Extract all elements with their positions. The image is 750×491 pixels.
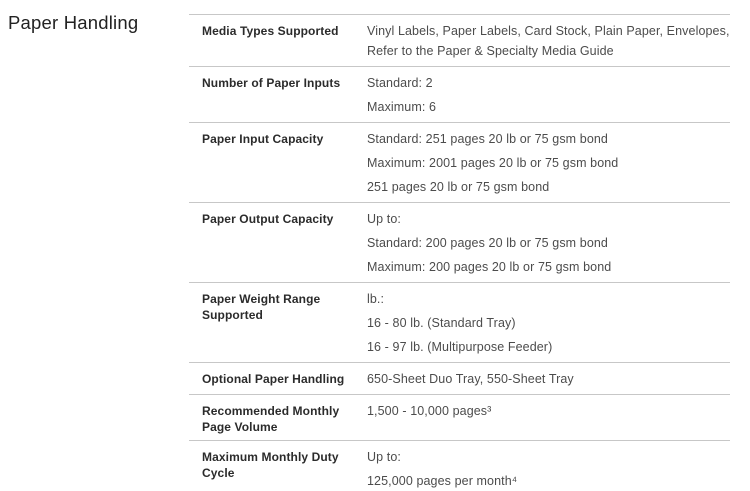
spec-value-line: lb.: <box>367 292 385 306</box>
spec-label: Optional Paper Handling <box>202 372 345 386</box>
spec-values <box>367 129 730 197</box>
spec-value-line: Maximum: 2001 pages 20 lb or 75 gsm bond <box>367 156 619 170</box>
spec-label: Media Types Supported <box>202 24 339 38</box>
spec-value-line: Standard: 200 pages 20 lb or 75 gsm bond <box>367 236 608 250</box>
spec-value-line: 1,500 - 10,000 pages³ <box>367 404 492 418</box>
spec-value-line: Maximum: 6 <box>367 100 437 114</box>
spec-values <box>367 447 730 491</box>
spec-values <box>367 21 730 61</box>
spec-value-line: Vinyl Labels, Paper Labels, Card Stock, Plain Paper, Envelopes, Refer to the Paper & Specialty Media Guide <box>367 24 730 58</box>
spec-value-line: 16 - 80 lb. (Standard Tray) <box>367 316 516 330</box>
spec-row <box>189 66 730 122</box>
spec-values <box>367 73 730 117</box>
spec-row <box>189 14 730 66</box>
spec-label: Number of Paper Inputs <box>202 76 341 90</box>
spec-value-line: 650-Sheet Duo Tray, 550-Sheet Tray <box>367 372 574 386</box>
spec-value-line: 125,000 pages per month⁴ <box>367 474 518 488</box>
spec-values <box>367 369 730 389</box>
spec-value-line: Up to: <box>367 450 401 464</box>
spec-row <box>189 362 730 394</box>
spec-value-line: 251 pages 20 lb or 75 gsm bond <box>367 180 550 194</box>
spec-label: Recommended Monthly Page Volume <box>202 404 340 434</box>
spec-label: Paper Weight Range Supported <box>202 292 321 322</box>
spec-values <box>367 289 730 357</box>
spec-value-line: 16 - 97 lb. (Multipurpose Feeder) <box>367 340 553 354</box>
spec-value-line: Standard: 2 <box>367 76 433 90</box>
page-title: Paper Handling <box>8 12 139 33</box>
spec-row <box>189 440 730 491</box>
spec-label: Paper Output Capacity <box>202 212 334 226</box>
spec-row <box>189 122 730 202</box>
spec-label: Paper Input Capacity <box>202 132 324 146</box>
spec-row <box>189 282 730 362</box>
spec-values <box>367 401 730 421</box>
spec-value-line: Up to: <box>367 212 401 226</box>
spec-value-line: Maximum: 200 pages 20 lb or 75 gsm bond <box>367 260 612 274</box>
spec-row <box>189 394 730 440</box>
spec-values <box>367 209 730 277</box>
spec-row <box>189 202 730 282</box>
spec-label: Maximum Monthly Duty Cycle <box>202 450 339 480</box>
spec-value-line: Standard: 251 pages 20 lb or 75 gsm bond <box>367 132 608 146</box>
spec-table <box>189 14 730 491</box>
